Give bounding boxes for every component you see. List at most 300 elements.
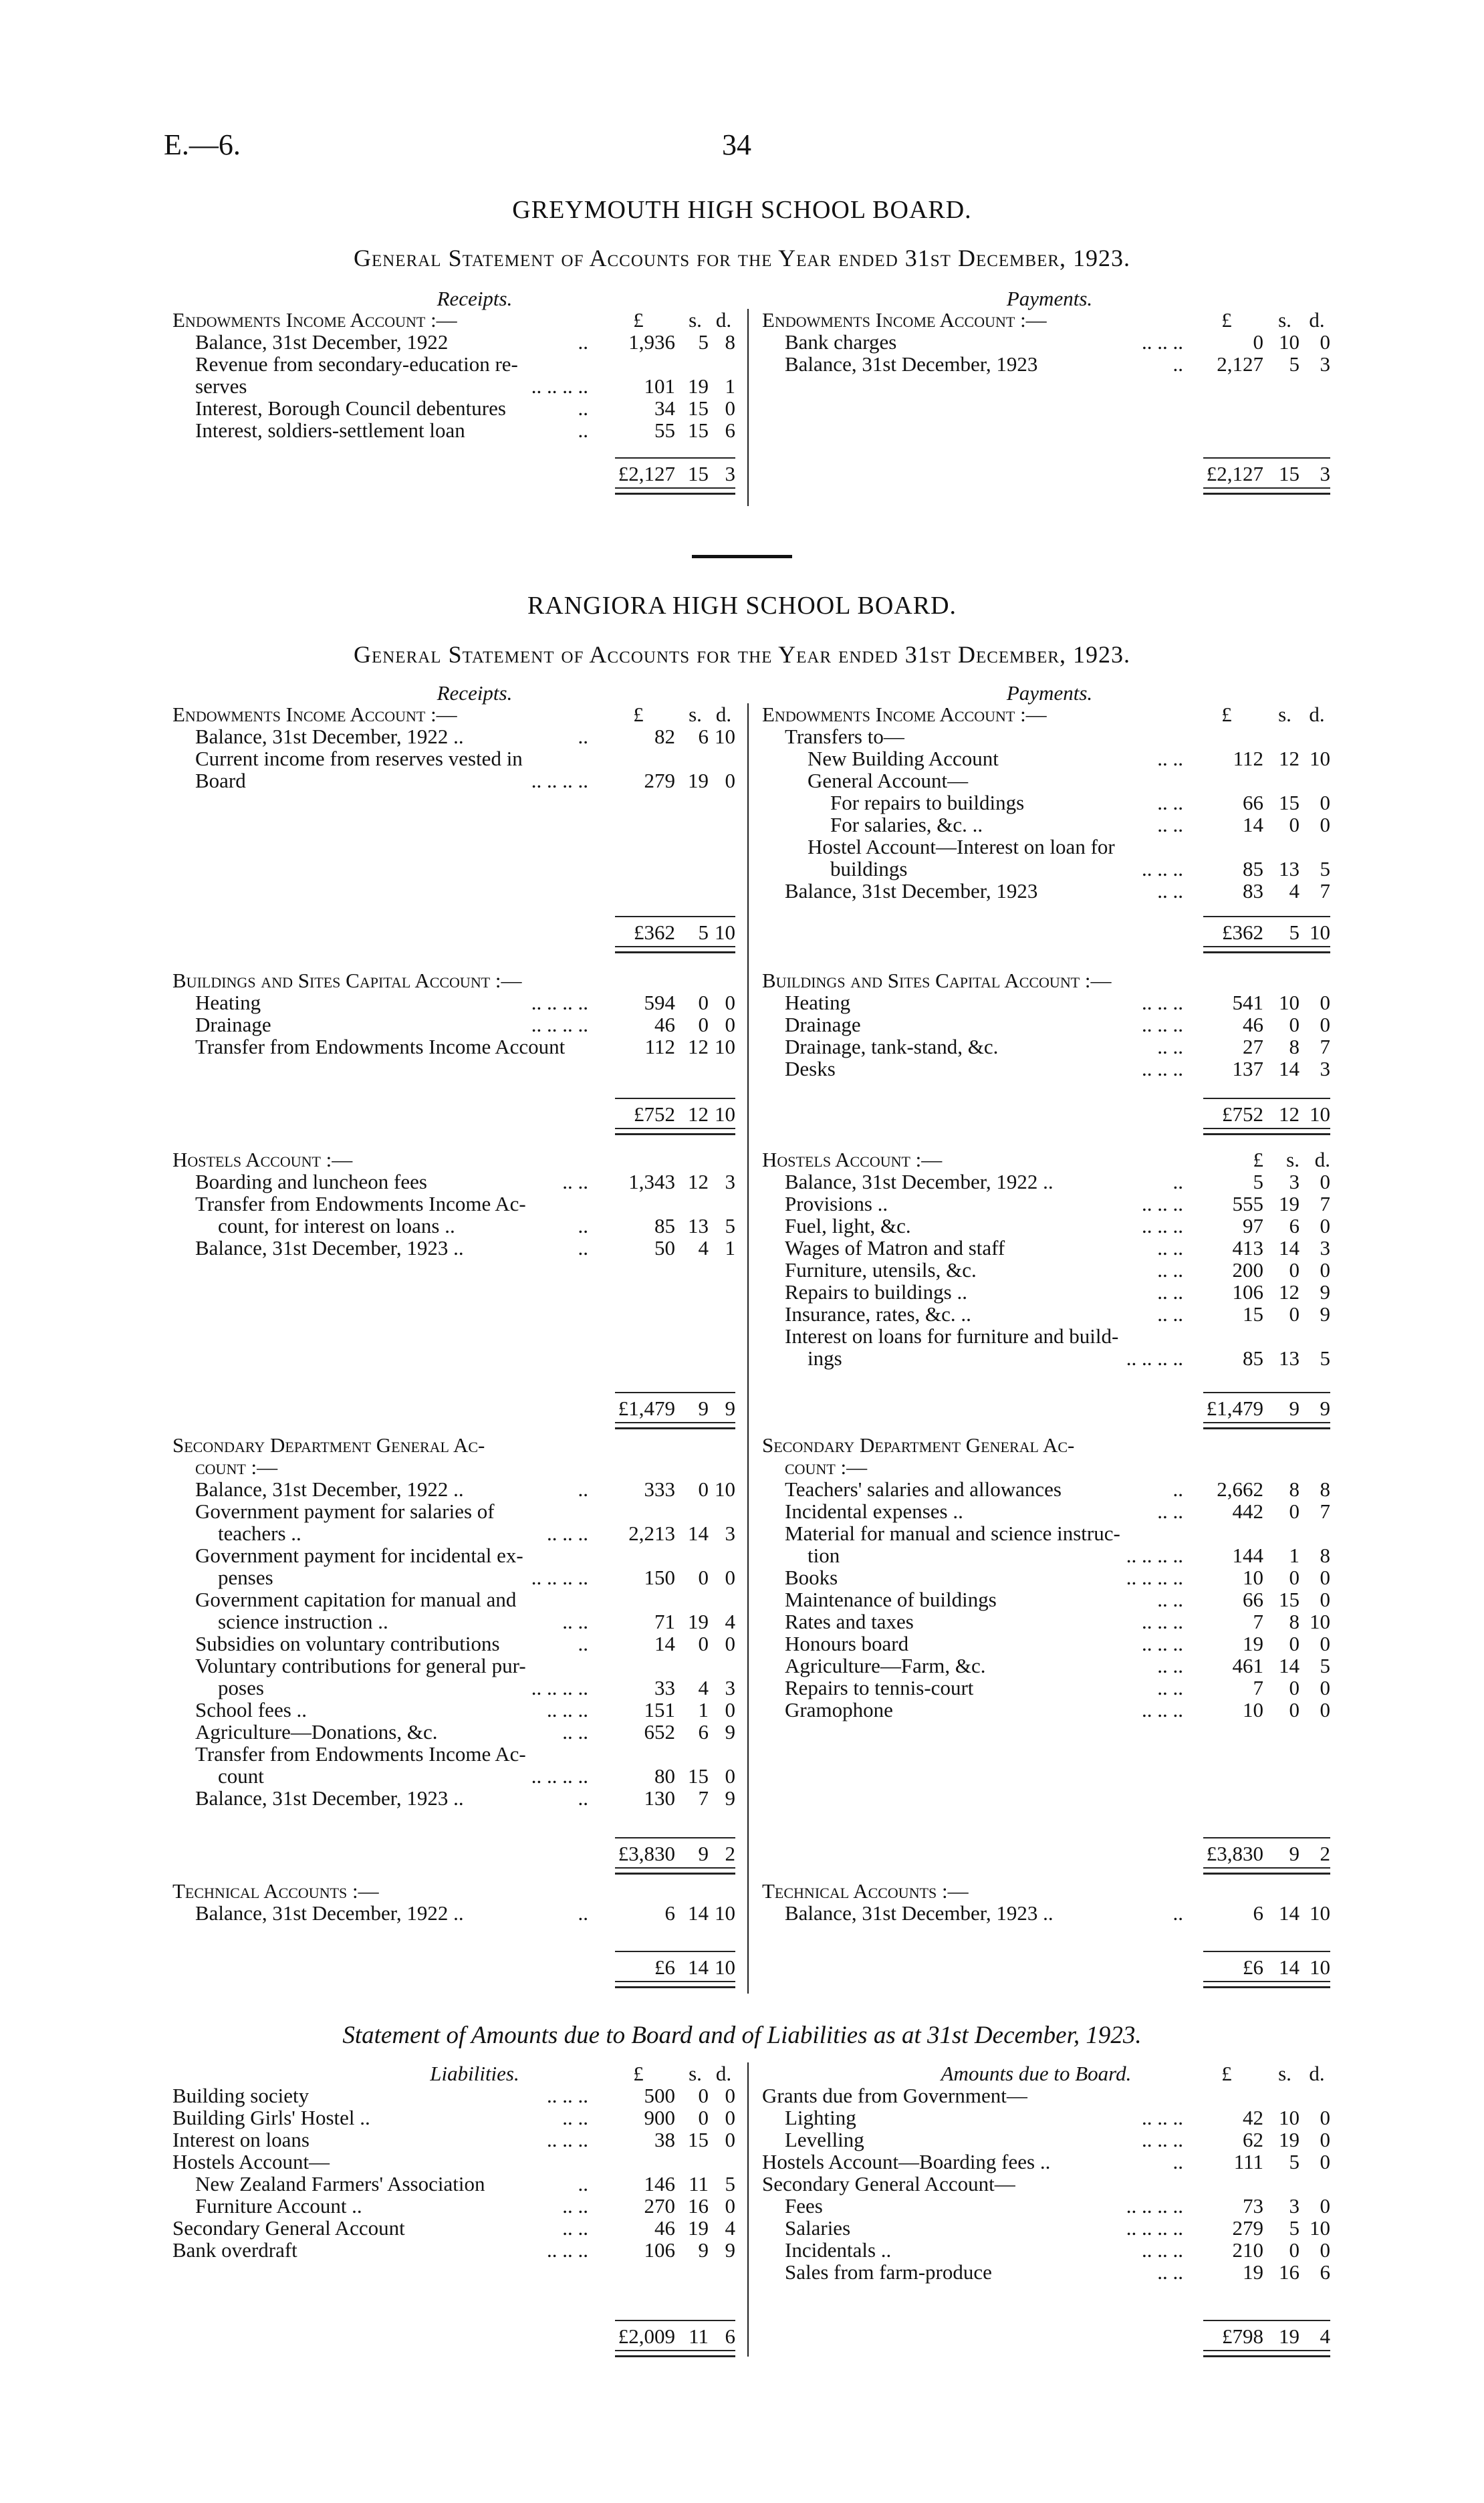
- pounds-value: 85: [1243, 857, 1263, 880]
- pounds-value: £752: [634, 1102, 675, 1126]
- pence-value: 9: [725, 1786, 735, 1810]
- leader-dots: .. ..: [562, 2194, 588, 2218]
- pounds-value: £: [1221, 703, 1232, 726]
- receipt-line: [172, 1566, 735, 1588]
- pounds-value: 62: [1243, 2128, 1263, 2151]
- leader-dots: .. ..: [1157, 1500, 1183, 1523]
- line-label: Revenue from secondary-education re-: [195, 352, 518, 376]
- shillings-value: 3: [1289, 2194, 1300, 2218]
- pounds-value: £: [1221, 308, 1232, 332]
- line-label: Heating: [785, 991, 851, 1014]
- sum-rule: [615, 1392, 735, 1393]
- pence-value: 0: [725, 769, 735, 792]
- pence-value: d.: [715, 703, 732, 726]
- pence-value: 10: [1310, 1901, 1330, 1925]
- shillings-value: 6: [698, 725, 709, 748]
- pounds-value: 7: [1253, 1610, 1263, 1633]
- pounds-value: £752: [1222, 1102, 1263, 1126]
- pence-value: 0: [725, 1764, 735, 1788]
- leader-dots: .. .. .. ..: [531, 1013, 588, 1036]
- leader-dots: ..: [578, 1477, 588, 1501]
- pence-value: 10: [715, 1901, 735, 1925]
- line-label: Balance, 31st December, 1922 ..: [195, 725, 464, 748]
- shillings-value: 10: [1279, 330, 1300, 354]
- shillings-value: 9: [698, 1397, 709, 1420]
- line-label: Voluntary contributions for general pur-: [195, 1654, 526, 1677]
- leader-dots: .. ..: [1157, 1302, 1183, 1326]
- leader-dots: .. .. ..: [1142, 1698, 1183, 1721]
- shillings-value: 13: [1279, 1346, 1300, 1370]
- pence-value: 0: [1320, 1632, 1330, 1655]
- shillings-value: 6: [1289, 1214, 1300, 1237]
- payment-line: [762, 1058, 1330, 1080]
- pounds-value: 555: [1232, 1192, 1263, 1215]
- line-label: Transfer from Endowments Income Ac-: [195, 1742, 526, 1766]
- pounds-value: 6: [664, 1901, 675, 1925]
- total-row: [172, 1842, 735, 1865]
- leader-dots: .. ..: [562, 2216, 588, 2240]
- double-rule: [615, 1128, 735, 1135]
- leader-dots: .. ..: [1157, 879, 1183, 903]
- pence-value: 0: [1320, 791, 1330, 814]
- pounds-value: 0: [1253, 330, 1263, 354]
- line-label: Hostels Account :—: [172, 1148, 353, 1171]
- line-label: Teachers' salaries and allowances: [785, 1477, 1062, 1501]
- pounds-value: 42: [1243, 2106, 1263, 2129]
- leader-dots: .. ..: [1157, 1676, 1183, 1699]
- receipt-line: [172, 1677, 735, 1699]
- leader-dots: .. .. ..: [547, 1698, 588, 1721]
- shillings-value: 0: [1289, 1500, 1300, 1523]
- sum-rule: [615, 1098, 735, 1099]
- line-label: Salaries: [785, 2216, 851, 2240]
- amount-due-line: [762, 2084, 1330, 2107]
- pounds-value: 71: [654, 1610, 675, 1633]
- pence-value: 10: [1310, 1610, 1330, 1633]
- leader-dots: ..: [578, 1236, 588, 1260]
- pounds-value: 27: [1243, 1035, 1263, 1058]
- pounds-value: 46: [654, 1013, 675, 1036]
- payments-heading: Payments.: [1006, 287, 1093, 310]
- pounds-value: 66: [1243, 791, 1263, 814]
- payment-line: [762, 1014, 1330, 1036]
- leader-dots: .. .. .. ..: [1126, 2216, 1183, 2240]
- line-label: Secondary General Account—: [762, 2172, 1015, 2195]
- leader-dots: .. ..: [1157, 1654, 1183, 1677]
- leader-dots: ..: [578, 2172, 588, 2195]
- shillings-value: 15: [688, 2128, 709, 2151]
- payment-line: [762, 1655, 1330, 1677]
- line-label: Secondary General Account: [172, 2216, 405, 2240]
- column-separator: [747, 309, 749, 506]
- pence-value: 7: [1320, 1500, 1330, 1523]
- receipt-line: [172, 1215, 735, 1237]
- line-label: Lighting: [785, 2106, 856, 2129]
- pounds-value: 15: [1243, 1302, 1263, 1326]
- shillings-value: 0: [1289, 1566, 1300, 1589]
- double-rule: [1203, 1867, 1330, 1875]
- pence-value: d.: [1309, 308, 1325, 332]
- leader-dots: .. .. .. ..: [531, 991, 588, 1014]
- payment-line: [762, 1193, 1330, 1215]
- shillings-value: 14: [688, 1522, 709, 1545]
- pounds-value: £: [633, 703, 644, 726]
- shillings-value: 8: [1289, 1610, 1300, 1633]
- pounds-value: 442: [1232, 1500, 1263, 1523]
- payment-line: [762, 1677, 1330, 1699]
- payment-line: [762, 1303, 1330, 1325]
- receipt-line: [172, 1611, 735, 1633]
- pence-value: 0: [1320, 330, 1330, 354]
- double-rule: [615, 487, 735, 495]
- pounds-value: 10: [1243, 1566, 1263, 1589]
- shillings-value: 12: [688, 1170, 709, 1193]
- receipt-line: [172, 1434, 735, 1456]
- pounds-value: £3,830: [1206, 1842, 1263, 1865]
- receipt-line: [172, 1880, 735, 1902]
- pence-value: 0: [1320, 2238, 1330, 2262]
- pounds-value: 541: [1232, 991, 1263, 1014]
- line-label: Material for manual and science instruc-: [785, 1522, 1120, 1545]
- section-divider: [692, 555, 792, 558]
- sum-rule: [615, 1951, 735, 1952]
- pence-value: 0: [1320, 991, 1330, 1014]
- payment-line: [762, 1500, 1330, 1522]
- line-label: Drainage, tank-stand, &c.: [785, 1035, 999, 1058]
- shillings-value: 0: [1289, 1632, 1300, 1655]
- document-reference: E.—6.: [164, 128, 241, 161]
- line-label: Interest, Borough Council debentures: [195, 396, 506, 420]
- shillings-value: s.: [1286, 1148, 1300, 1171]
- shillings-value: 9: [698, 1842, 709, 1865]
- pounds-value: 270: [644, 2194, 675, 2218]
- payment-line: [762, 331, 1330, 353]
- line-label: Balance, 31st December, 1922 ..: [785, 1170, 1054, 1193]
- line-label: Technical Accounts :—: [762, 1879, 969, 1903]
- payment-line: [762, 1456, 1330, 1478]
- shillings-value: 0: [1289, 2238, 1300, 2262]
- amount-due-line: [762, 2195, 1330, 2217]
- shillings-value: 11: [689, 2172, 709, 2195]
- pence-value: 0: [725, 1566, 735, 1589]
- leader-dots: .. ..: [1157, 1035, 1183, 1058]
- page-number: 34: [722, 128, 751, 161]
- liabilities-heading: Liabilities.: [430, 2062, 519, 2085]
- sum-rule: [1203, 1392, 1330, 1393]
- shillings-value: 5: [1289, 921, 1300, 944]
- pence-value: 0: [725, 396, 735, 420]
- sum-rule: [615, 916, 735, 917]
- total-row: [762, 1397, 1330, 1419]
- pence-value: 0: [1320, 2194, 1330, 2218]
- shillings-value: 15: [688, 419, 709, 442]
- pounds-value: 279: [1232, 2216, 1263, 2240]
- line-label: Endowments Income Account :—: [172, 308, 457, 332]
- pounds-value: 151: [644, 1698, 675, 1721]
- total-row: [172, 1397, 735, 1419]
- shillings-value: 11: [689, 2325, 709, 2348]
- pence-value: 10: [1310, 2216, 1330, 2240]
- receipts-heading: Receipts.: [437, 287, 513, 310]
- pence-value: 8: [1320, 1477, 1330, 1501]
- line-label: Heating: [195, 991, 261, 1014]
- shillings-value: 0: [698, 2084, 709, 2107]
- pence-value: 0: [725, 1013, 735, 1036]
- pounds-value: 80: [654, 1764, 675, 1788]
- shillings-value: 12: [688, 1102, 709, 1126]
- line-label: Transfers to—: [785, 725, 904, 748]
- leader-dots: .. .. ..: [1142, 1057, 1183, 1080]
- shillings-value: 15: [688, 462, 709, 485]
- pounds-value: 14: [1243, 813, 1263, 836]
- shillings-value: 15: [1279, 1588, 1300, 1611]
- payment-line: [762, 991, 1330, 1014]
- line-label: For salaries, &c. ..: [830, 813, 983, 836]
- pounds-value: £3,830: [618, 1842, 675, 1865]
- pence-value: 5: [1320, 1654, 1330, 1677]
- pounds-value: 900: [644, 2106, 675, 2129]
- shillings-value: 8: [1289, 1035, 1300, 1058]
- shillings-value: 15: [688, 396, 709, 420]
- sum-rule: [1203, 457, 1330, 459]
- leader-dots: .. ..: [562, 1720, 588, 1744]
- payment-line: [762, 1149, 1330, 1171]
- sum-rule: [1203, 1098, 1330, 1099]
- pence-value: 6: [725, 419, 735, 442]
- amount-due-line: [762, 2217, 1330, 2239]
- pence-value: 10: [715, 1477, 735, 1501]
- line-label: tion: [808, 1544, 840, 1567]
- pounds-value: 112: [644, 1035, 675, 1058]
- sum-rule: [615, 457, 735, 459]
- leader-dots: .. .. .. ..: [531, 769, 588, 792]
- shillings-value: 19: [1279, 2128, 1300, 2151]
- shillings-value: 15: [688, 1764, 709, 1788]
- receipt-line: [172, 1193, 735, 1215]
- shillings-value: 4: [698, 1676, 709, 1699]
- receipt-line: [172, 1902, 735, 1924]
- line-label: Repairs to tennis-court: [785, 1676, 974, 1699]
- line-label: School fees ..: [195, 1698, 307, 1721]
- line-label: Balance, 31st December, 1922 ..: [195, 1901, 464, 1925]
- line-label: Fees: [785, 2194, 823, 2218]
- pounds-value: £2,009: [618, 2325, 675, 2348]
- leader-dots: .. .. ..: [1142, 330, 1183, 354]
- pence-value: 3: [1320, 462, 1330, 485]
- leader-dots: .. ..: [1157, 813, 1183, 836]
- total-row: [762, 1956, 1330, 1978]
- receipt-line: [172, 747, 735, 769]
- shillings-value: 19: [688, 2216, 709, 2240]
- shillings-value: 15: [1279, 791, 1300, 814]
- payment-line: [762, 1434, 1330, 1456]
- payment-line: [762, 1171, 1330, 1193]
- shillings-value: 14: [688, 1901, 709, 1925]
- line-label: Balance, 31st December, 1922 ..: [195, 1477, 464, 1501]
- liability-line: [172, 2084, 735, 2107]
- line-label: Interest on loans for furniture and build-: [785, 1324, 1119, 1348]
- pounds-value: 82: [654, 725, 675, 748]
- shillings-value: 5: [1289, 2150, 1300, 2173]
- pounds-value: 46: [1243, 1013, 1263, 1036]
- pounds-value: £1,479: [618, 1397, 675, 1420]
- pence-value: 6: [1320, 2260, 1330, 2284]
- pence-value: 3: [1320, 352, 1330, 376]
- pounds-value: 130: [644, 1786, 675, 1810]
- shillings-value: 0: [698, 991, 709, 1014]
- receipt-line: [172, 725, 735, 747]
- shillings-value: 19: [1279, 2325, 1300, 2348]
- receipts-heading: Receipts.: [437, 681, 513, 705]
- line-label: Repairs to buildings ..: [785, 1280, 967, 1304]
- pounds-value: 2,127: [1217, 352, 1263, 376]
- line-label: New Zealand Farmers' Association: [195, 2172, 485, 2195]
- leader-dots: .. ..: [1157, 1588, 1183, 1611]
- payment-line: [762, 1478, 1330, 1500]
- line-label: Balance, 31st December, 1923: [785, 879, 1038, 903]
- line-label: Fuel, light, &c.: [785, 1214, 911, 1237]
- pence-value: 0: [1320, 1013, 1330, 1036]
- leader-dots: .. .. ..: [1142, 1214, 1183, 1237]
- leader-dots: ..: [1172, 2150, 1183, 2173]
- pounds-value: £6: [1243, 1955, 1263, 1979]
- pounds-value: 461: [1232, 1654, 1263, 1677]
- leader-dots: .. .. ..: [1142, 1192, 1183, 1215]
- payment-line: [762, 309, 1330, 331]
- pence-value: 0: [1320, 1214, 1330, 1237]
- pounds-value: £: [1221, 2062, 1232, 2085]
- line-label: Maintenance of buildings: [785, 1588, 997, 1611]
- receipt-line: [172, 375, 735, 397]
- pence-value: 0: [1320, 2150, 1330, 2173]
- total-row: [172, 1956, 735, 1978]
- sum-rule: [1203, 1951, 1330, 1952]
- shillings-value: 4: [1289, 879, 1300, 903]
- line-label: Books: [785, 1566, 838, 1589]
- leader-dots: .. .. ..: [1142, 2106, 1183, 2129]
- shillings-value: 10: [1279, 2106, 1300, 2129]
- line-label: Balance, 31st December, 1923 ..: [195, 1786, 464, 1810]
- payment-line: [762, 1902, 1330, 1924]
- payment-line: [762, 1522, 1330, 1544]
- double-rule: [615, 2350, 735, 2357]
- receipt-line: [172, 1655, 735, 1677]
- receipt-line: [172, 991, 735, 1014]
- receipt-line: [172, 769, 735, 792]
- pounds-value: 413: [1232, 1236, 1263, 1260]
- shillings-value: 7: [698, 1786, 709, 1810]
- line-label: Boarding and luncheon fees: [195, 1170, 427, 1193]
- line-label: General Account—: [808, 769, 969, 792]
- pounds-value: 46: [654, 2216, 675, 2240]
- pounds-value: 652: [644, 1720, 675, 1744]
- pence-value: 0: [725, 2084, 735, 2107]
- shillings-value: 15: [1279, 462, 1300, 485]
- shillings-value: 16: [688, 2194, 709, 2218]
- payment-line: [762, 1347, 1330, 1369]
- pounds-value: 106: [644, 2238, 675, 2262]
- pounds-value: 146: [644, 2172, 675, 2195]
- leader-dots: .. ..: [562, 1610, 588, 1633]
- leader-dots: .. .. .. ..: [1126, 1544, 1183, 1567]
- receipt-line: [172, 1456, 735, 1478]
- payment-line: [762, 858, 1330, 880]
- receipt-line: [172, 1633, 735, 1655]
- double-rule: [1203, 1128, 1330, 1135]
- pence-value: d.: [1309, 703, 1325, 726]
- shillings-value: s.: [689, 2062, 702, 2085]
- liability-line: [172, 2107, 735, 2129]
- leader-dots: .. ..: [562, 2106, 588, 2129]
- leader-dots: .. ..: [1157, 791, 1183, 814]
- line-label: Grants due from Government—: [762, 2084, 1027, 2107]
- pence-value: 5: [725, 1214, 735, 1237]
- pence-value: 3: [725, 1522, 735, 1545]
- pence-value: 10: [715, 1102, 735, 1126]
- shillings-value: s.: [689, 308, 702, 332]
- receipt-line: [172, 309, 735, 331]
- pounds-value: 5: [1253, 1170, 1263, 1193]
- shillings-value: 4: [698, 1236, 709, 1260]
- leader-dots: .. .. ..: [1142, 1013, 1183, 1036]
- pence-value: 10: [715, 1955, 735, 1979]
- line-label: penses: [218, 1566, 273, 1589]
- pounds-value: 14: [654, 1632, 675, 1655]
- line-label: Hostels Account :—: [762, 1148, 943, 1171]
- liability-line: [172, 2173, 735, 2195]
- pence-value: 7: [1320, 879, 1330, 903]
- line-label: Drainage: [195, 1013, 271, 1036]
- leader-dots: ..: [1172, 1901, 1183, 1925]
- line-label: Insurance, rates, &c. ..: [785, 1302, 971, 1326]
- leader-dots: ..: [578, 1786, 588, 1810]
- line-label: Government payment for incidental ex-: [195, 1544, 523, 1567]
- receipt-line: [172, 1500, 735, 1522]
- shillings-value: 8: [1289, 1477, 1300, 1501]
- statement-title: Statement of Amounts due to Board and of Liabilities as at 31st December, 1923.: [342, 2022, 1142, 2049]
- pence-value: 8: [725, 330, 735, 354]
- leader-dots: .. .. ..: [1142, 1632, 1183, 1655]
- pounds-value: 137: [1232, 1057, 1263, 1080]
- shillings-value: 0: [1289, 1302, 1300, 1326]
- pence-value: 9: [1320, 1302, 1330, 1326]
- pounds-value: £2,127: [1206, 462, 1263, 485]
- line-label: science instruction ..: [218, 1610, 388, 1633]
- payment-line: [762, 1281, 1330, 1303]
- shillings-value: 12: [1279, 747, 1300, 770]
- line-label: Endowments Income Account :—: [762, 703, 1047, 726]
- payment-line: [762, 353, 1330, 375]
- pence-value: 9: [1320, 1397, 1330, 1420]
- double-rule: [615, 946, 735, 953]
- amount-due-line: [762, 2261, 1330, 2283]
- pence-value: 9: [725, 1397, 735, 1420]
- receipt-line: [172, 1721, 735, 1743]
- leader-dots: ..: [1172, 352, 1183, 376]
- pence-value: 0: [725, 2106, 735, 2129]
- shillings-value: 0: [698, 2106, 709, 2129]
- shillings-value: 0: [1289, 1013, 1300, 1036]
- pence-value: 10: [1310, 1955, 1330, 1979]
- total-row: [172, 1103, 735, 1125]
- leader-dots: .. .. ..: [547, 1522, 588, 1545]
- total-row: [762, 921, 1330, 943]
- column-headings: [172, 2062, 735, 2084]
- pence-value: 0: [725, 2128, 735, 2151]
- double-rule: [1203, 946, 1330, 953]
- line-label: Drainage: [785, 1013, 861, 1036]
- shillings-value: 1: [698, 1698, 709, 1721]
